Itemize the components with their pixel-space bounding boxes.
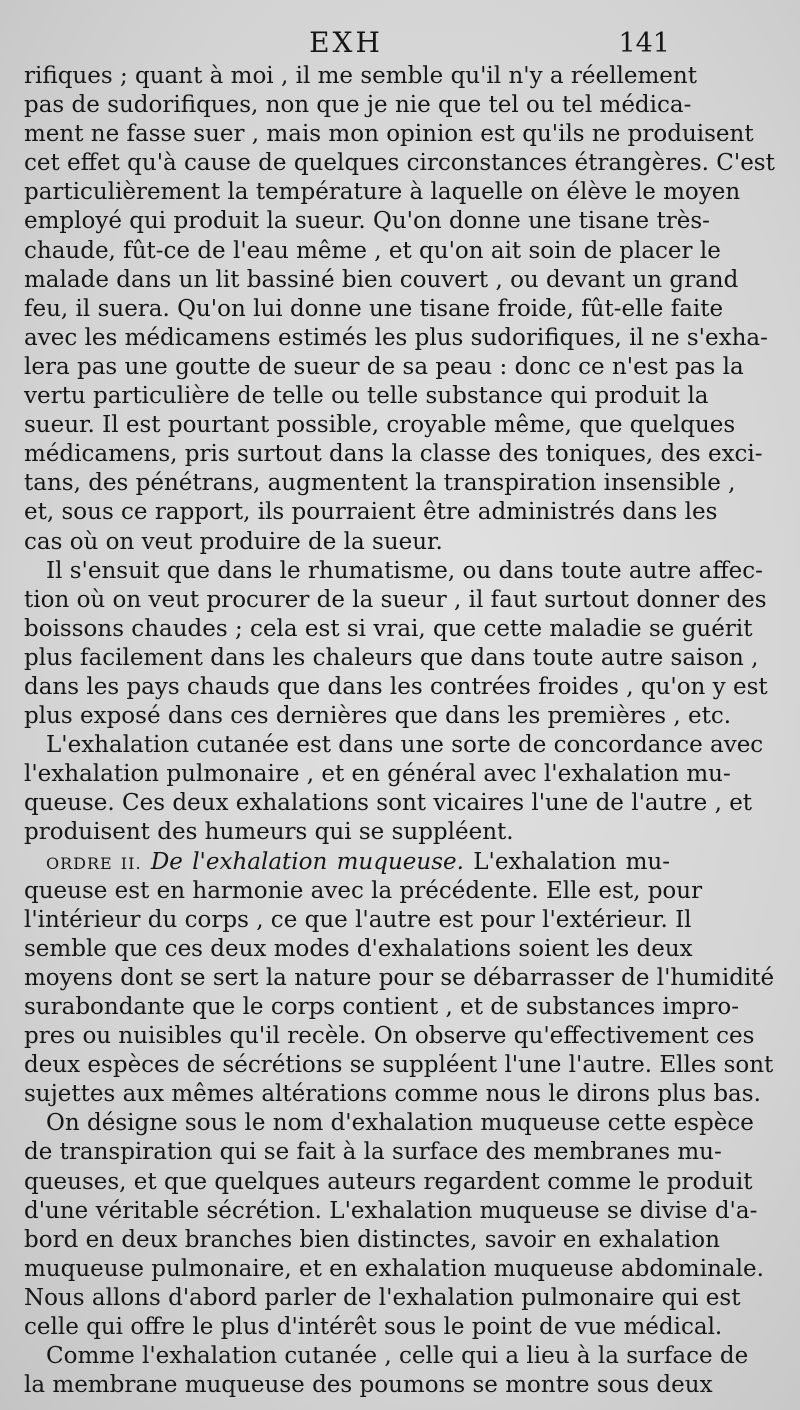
text-line: la membrane muqueuse des poumons se montre sous deux: [24, 1372, 713, 1399]
running-head: EXH: [309, 26, 383, 59]
text-line: celle qui offre le plus d'intérêt sous le point de vue médical.: [24, 1314, 723, 1341]
text-line: L'exhalation cutanée est dans une sorte de concordance avec: [46, 732, 764, 759]
text-line: bord en deux branches bien distinctes, savoir en exhalation: [24, 1226, 720, 1253]
text-line: de transpiration qui se fait à la surface des membranes mu-: [24, 1139, 722, 1166]
text-line: boissons chaudes ; cela est si vrai, que cette maladie se guérit: [24, 615, 753, 642]
text-line: ment ne fasse suer , mais mon opinion est qu'ils ne produisent: [24, 121, 754, 148]
paragraph-rhumatisme: [24, 557, 768, 732]
text-line: pas de sudorifiques, non que je nie que tel ou tel médica-: [24, 92, 692, 119]
text-line: plus exposé dans ces dernières que dans les premières , etc.: [24, 703, 732, 730]
text-line: malade dans un lit bassiné bien couvert , ou devant un grand: [24, 266, 739, 293]
ordre-label: ORDRE II.: [46, 853, 142, 873]
text-line: rifiques ; quant à moi , il me semble qu'il n'y a réellement: [24, 63, 697, 89]
text-line: plus facilement dans les chaleurs que dans toute autre saison ,: [24, 644, 759, 671]
text-line: l'exhalation pulmonaire , et en général avec l'exhalation mu-: [24, 761, 731, 788]
section-text: L'exhalation mu-: [473, 848, 670, 875]
text-line: pres ou nuisibles qu'il recèle. On observe qu'effectivement ces: [24, 1023, 755, 1050]
text-line: queuse est en harmonie avec la précédente. Elle est, pour: [24, 877, 703, 904]
text-line: surabondante que le corps contient , et de substances impro-: [24, 994, 739, 1020]
text-line: queuses, et que quelques auteurs regardent comme le produit: [24, 1168, 753, 1195]
paragraph-concordance: [24, 731, 764, 847]
text-line: lera pas une goutte de sueur de sa peau : donc ce n'est pas la: [24, 353, 744, 380]
body-text: [24, 62, 775, 1400]
text-line: et, sous ce rapport, ils pourraient être administrés dans les: [24, 499, 718, 526]
text-line: médicamens, pris surtout dans la classe des toniques, des exci-: [24, 441, 763, 468]
text-line: feu, il suera. Qu'on lui donne une tisane froide, fût-elle faite: [24, 295, 724, 322]
text-line: Il s'ensuit que dans le rhumatisme, ou dans toute autre affec-: [46, 557, 763, 584]
text-line: chaude, fût-ce de l'eau même , et qu'on ait soin de placer le: [24, 237, 721, 264]
text-line: sujettes aux mêmes altérations comme nous le dirons plus bas.: [24, 1081, 761, 1108]
text-line: sueur. Il est pourtant possible, croyable même, que quelques: [24, 412, 736, 439]
text-line: vertu particulière de telle ou telle substance qui produit la: [24, 383, 709, 410]
text-line: produisent des humeurs qui se suppléent.: [24, 819, 514, 846]
text-line: cas où on veut produire de la sueur.: [24, 528, 443, 555]
text-line: l'intérieur du corps , ce que l'autre est pour l'extérieur. Il: [24, 906, 692, 933]
paragraph-designe: [24, 1109, 764, 1342]
paragraph-ordre-ii: [24, 848, 775, 1110]
text-line: On désigne sous le nom d'exhalation muqueuse cette espèce: [46, 1110, 754, 1137]
text-line: Nous allons d'abord parler de l'exhalation pulmonaire qui est: [24, 1284, 741, 1311]
text-line: tans, des pénétrans, augmentent la transpiration insensible ,: [24, 470, 736, 497]
text-line: deux espèces de sécrétions se suppléent l'une l'autre. Elles sont: [24, 1052, 774, 1079]
text-line: semble que ces deux modes d'exhalations soient les deux: [24, 935, 693, 962]
text-line: dans les pays chauds que dans les contrées froides , qu'on y est: [24, 673, 768, 700]
text-line: avec les médicamens estimés les plus sudorifiques, il ne s'exha-: [24, 324, 768, 351]
section-title: De l'exhalation muqueuse.: [150, 848, 464, 875]
page-header: [22, 26, 670, 66]
section-heading-line: [24, 848, 670, 877]
text-line: cet effet qu'à cause de quelques circonstances étrangères. C'est: [24, 150, 775, 177]
text-line: d'une véritable sécrétion. L'exhalation muqueuse se divise d'a-: [24, 1197, 758, 1224]
text-line: moyens dont se sert la nature pour se débarrasser de l'humidité: [24, 964, 775, 991]
text-line: queuse. Ces deux exhalations sont vicaires l'une de l'autre , et: [24, 790, 753, 817]
paragraph-comme: [24, 1342, 749, 1400]
text-line: particulièrement la température à laquelle on élève le moyen: [24, 179, 741, 206]
paragraph-continuation: [24, 62, 775, 557]
page-number: 141: [618, 28, 670, 59]
text-line: tion où on veut procurer de la sueur , il faut surtout donner des: [24, 586, 767, 613]
text-line: muqueuse pulmonaire, et en exhalation muqueuse abdominale.: [24, 1255, 764, 1282]
text-line: employé qui produit la sueur. Qu'on donne une tisane très-: [24, 208, 710, 235]
text-line: Comme l'exhalation cutanée , celle qui a lieu à la surface de: [46, 1343, 749, 1370]
